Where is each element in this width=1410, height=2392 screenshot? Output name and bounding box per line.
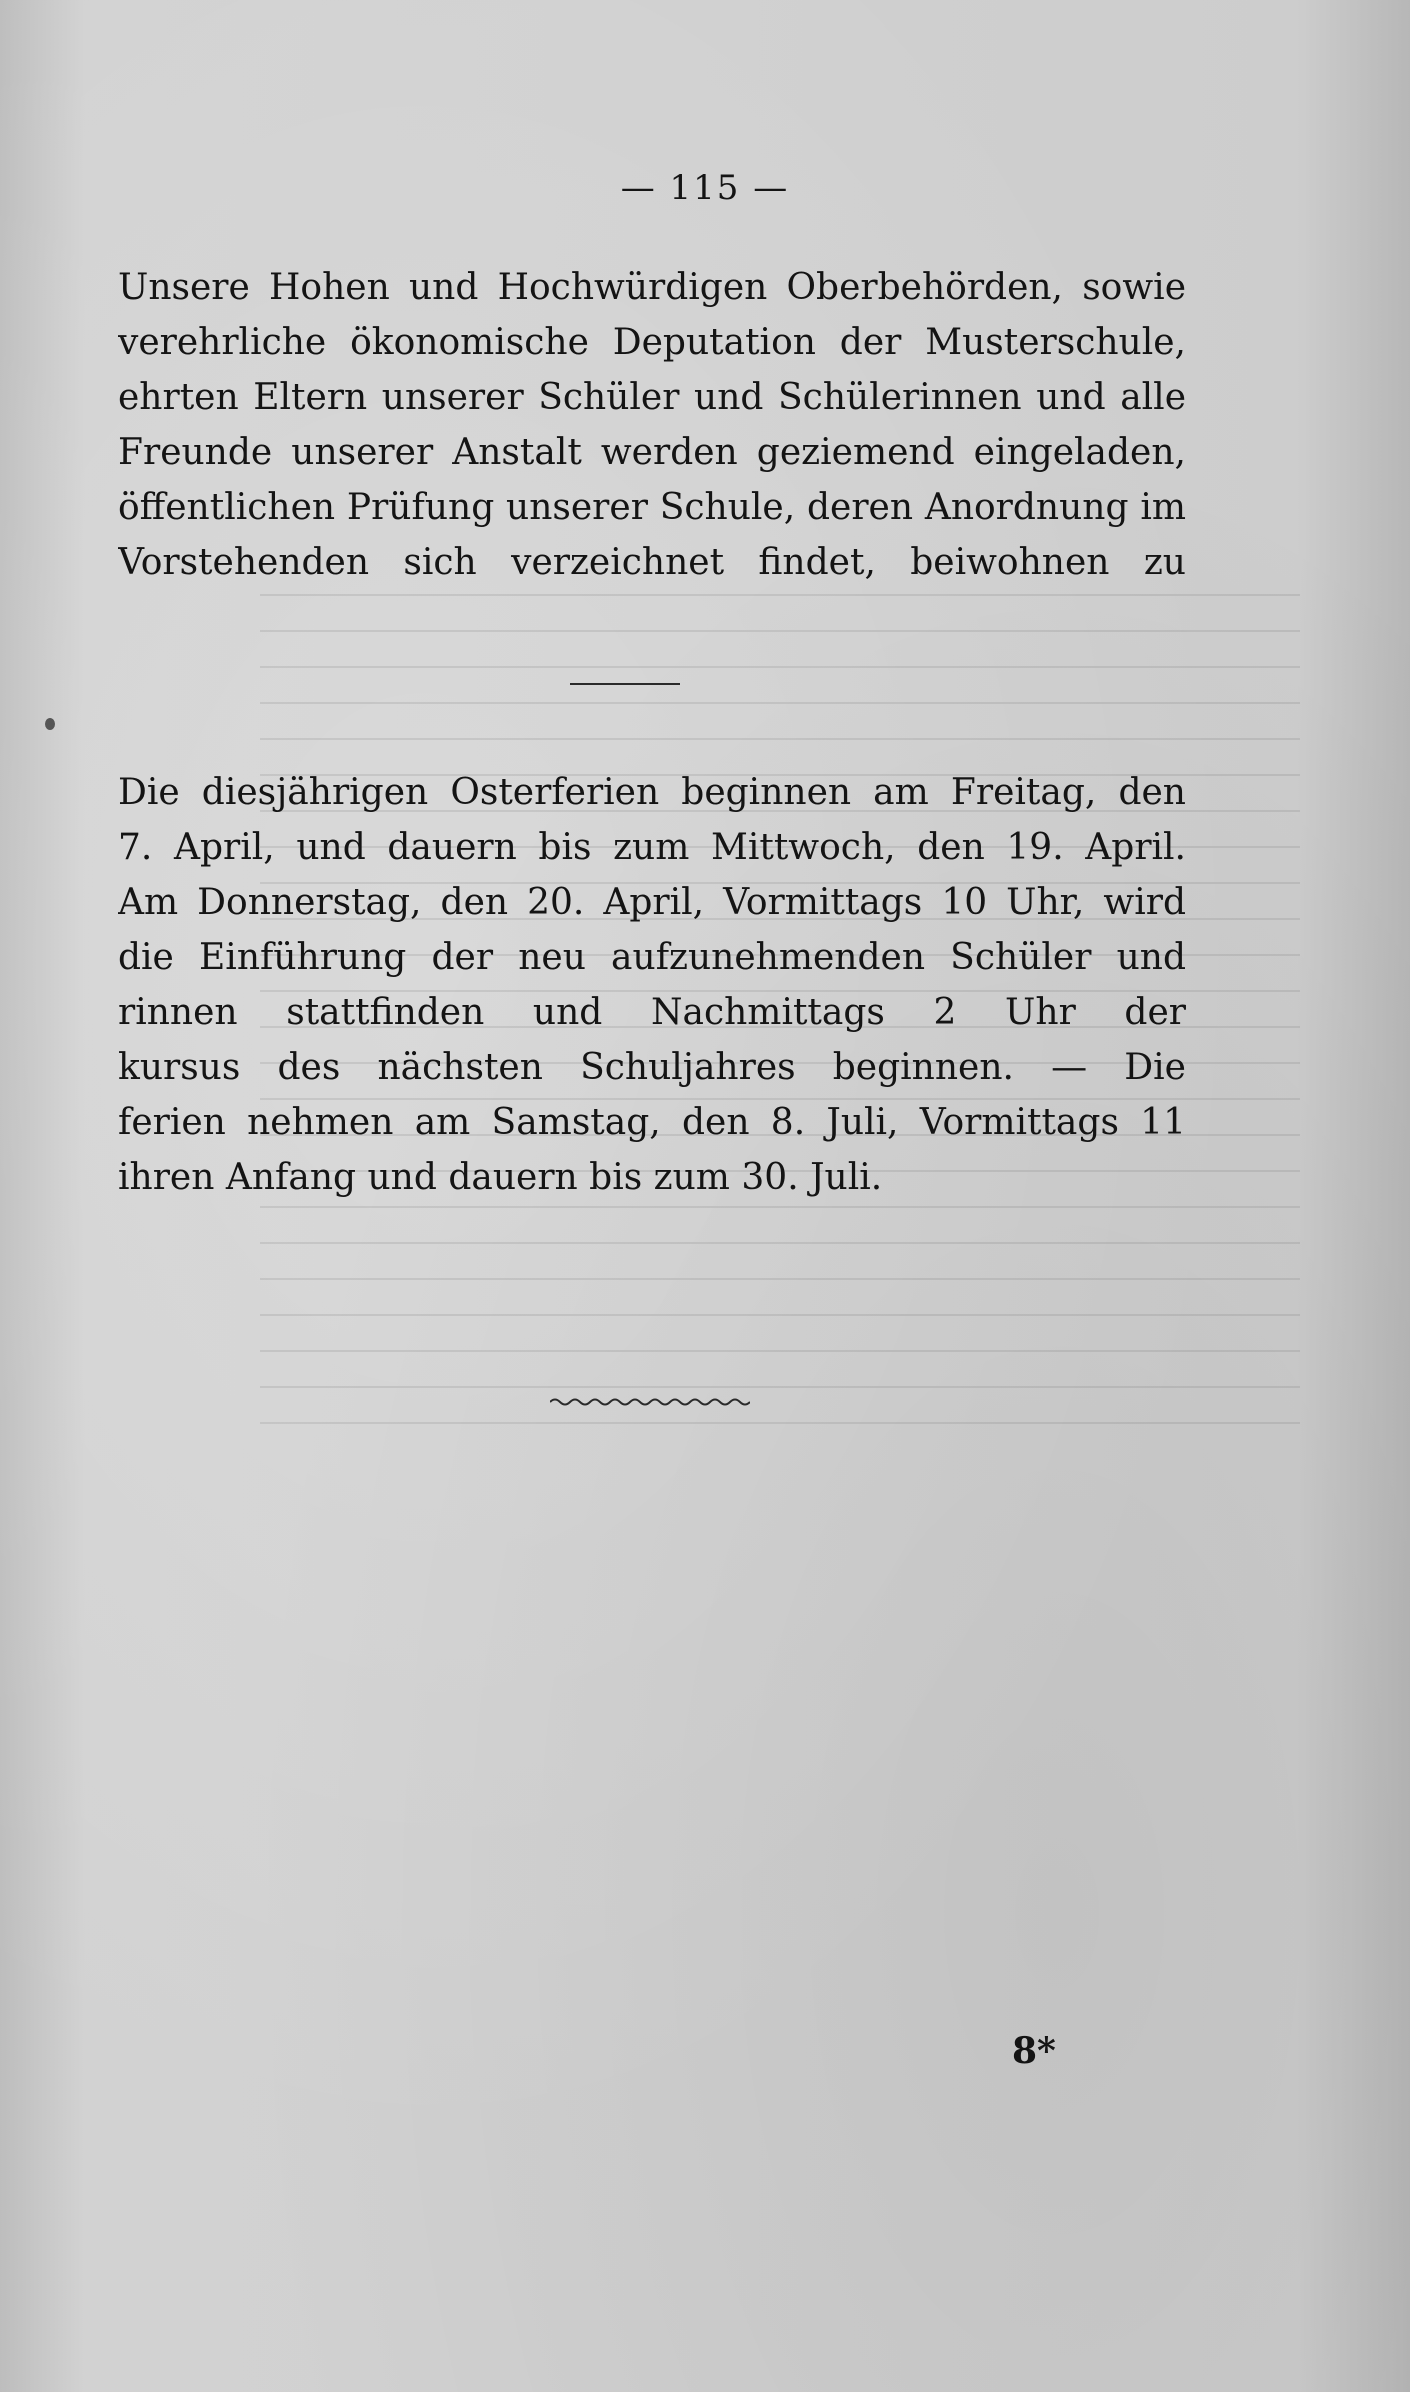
- paragraph-invitation: [118, 260, 1186, 590]
- text-line: Freunde unserer Anstalt werden geziemend eingeladen,: [118, 432, 1186, 473]
- text-line: die Einführung der neu aufzunehmenden Schüler und: [118, 937, 1186, 978]
- text-line: ehrten Eltern unserer Schüler und Schülerinnen und alle: [118, 377, 1186, 418]
- text-line: rinnen stattfinden und Nachmittags 2 Uhr der: [118, 992, 1186, 1033]
- text-line: ferien nehmen am Samstag, den 8. Juli, Vormittags 11: [118, 1102, 1186, 1143]
- section-divider: [570, 683, 680, 685]
- text-line: 7. April, und dauern bis zum Mittwoch, den 19. April.: [118, 827, 1186, 868]
- text-line: kursus des nächsten Schuljahres beginnen. — Die: [118, 1047, 1186, 1088]
- text-line: Unsere Hohen und Hochwürdigen Oberbehörden, sowie: [118, 267, 1186, 308]
- text-line: Am Donnerstag, den 20. April, Vormittags 10 Uhr, wird: [118, 882, 1186, 923]
- text-line: verehrliche ökonomische Deputation der Musterschule,: [118, 322, 1186, 363]
- ink-speck: [45, 718, 55, 730]
- text-line: ihren Anfang und dauern bis zum 30. Juli.: [118, 1157, 883, 1198]
- printer-signature-mark: 8*: [1012, 2030, 1056, 2072]
- text-line: öffentlichen Prüfung unserer Schule, deren Anordnung im: [118, 487, 1186, 528]
- page-number: — 115 —: [620, 168, 790, 208]
- paragraph-holidays: [118, 765, 1186, 1205]
- ornamental-divider: [550, 1395, 750, 1409]
- text-line: Vorstehenden sich verzeichnet findet, beiwohnen zu: [118, 542, 1186, 583]
- text-line: Die diesjährigen Osterferien beginnen am Freitag, den: [118, 772, 1186, 813]
